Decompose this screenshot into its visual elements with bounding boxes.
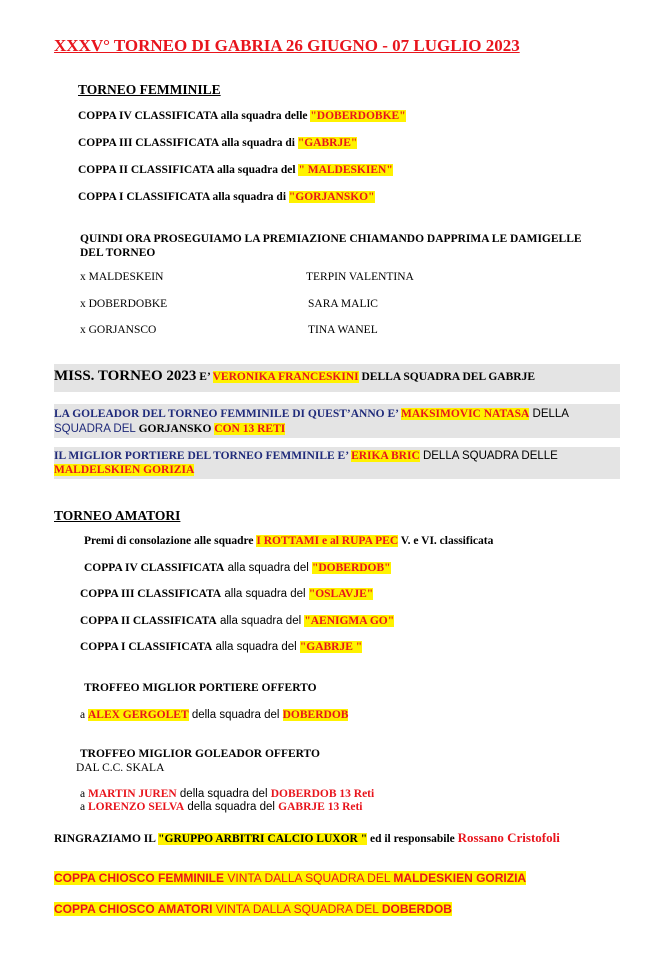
trofeo-portiere-p1: a [80,709,88,721]
portiere-f-team: MALDELSKIEN GORIZIA [54,464,195,476]
portiere-f-name: ERIKA BRIC [351,450,420,462]
coppa-team: "GORJANSKO" [288,191,375,203]
coppa-label: COPPA II CLASSIFICATA [80,615,217,627]
damigelle-intro-line-2: DEL TORNEO [80,247,156,259]
goleador-winner-name: LORENZO SELVA [87,801,185,813]
consolazione-p1: Premi di consolazione alle squadre [84,535,257,547]
coppa-label: COPPA III CLASSIFICATA [80,588,222,600]
miss-name: VERONIKA FRANCESKINI [212,371,359,383]
coppa-label: COPPA I CLASSIFICATA [78,191,210,203]
damigella-team: x GORJANSCO [80,324,157,336]
coppa-team: "GABRJE" [297,137,358,149]
coppa-mid: alla squadra del [224,562,312,574]
amatori-coppa-3 [80,588,373,600]
amatori-coppa-4 [84,562,391,574]
goleador-winner-2 [80,801,363,813]
chiosco-label: COPPA CHIOSCO AMATORI [54,902,213,916]
coppa-mid: alla squadra delle [217,110,311,122]
damigella-name: TERPIN VALENTINA [306,271,414,283]
coppa-team: "DOBERDOBKE" [310,110,406,122]
femminile-coppa-3 [78,137,357,149]
goleador-winner-team: GABRJE 13 Reti [278,801,363,813]
coppa-team: " MALDESKIEN" [298,164,393,176]
chiosco-mid: VINTA DALLA SQUADRA DEL [212,902,382,916]
trofeo-portiere-p2: della squadra del [188,709,283,721]
coppa-mid: alla squadra di [209,191,289,203]
goleador-f-p2: DELLA [529,408,569,420]
femminile-heading: TORNEO FEMMINILE [78,82,221,97]
consolazione-teams: I ROTTAMI e al RUPA PEC [256,535,399,547]
goleador-winner-1 [80,788,374,800]
trofeo-portiere-winner [80,709,348,721]
amatori-heading: TORNEO AMATORI [54,508,181,523]
goleador-winner-p1: a [80,801,88,813]
damigella-team: x MALDESKEIN [80,271,164,283]
goleador-winner-p2: della squadra del [184,801,279,813]
ringraziamento [54,830,560,846]
ringraziamento-name: Rossano Cristofoli [457,830,560,845]
trofeo-portiere-team: DOBERDOB [282,709,349,721]
consolazione-p2: V. e VI. classificata [398,535,494,547]
damigella-team: x DOBERDOBKE [80,298,168,310]
amatori-consolazione [84,535,493,547]
chiosco-mid: VINTA DALLA SQUADRA DEL [224,871,394,885]
trofeo-goleador-sponsor: DAL C.C. SKALA [76,762,165,774]
miss-line [54,368,535,385]
miss-label: MISS. TORNEO 2023 [54,368,197,384]
femminile-coppa-2 [78,164,393,176]
ringraziamento-group: "GRUPPO ARBITRI CALCIO LUXOR " [158,833,368,845]
ringraziamento-p1: RINGRAZIAMO IL [54,833,159,845]
damigella-name: SARA MALIC [308,298,378,310]
miss-rest: DELLA SQUADRA DEL GABRJE [358,371,535,383]
page-title: XXXV° TORNEO DI GABRIA 26 GIUGNO - 07 LUGLIO 2023 [54,36,520,55]
goleador-f-p1: LA GOLEADOR DEL TORNEO FEMMINILE DI QUEST’ANNO E’ [54,408,401,420]
femminile-coppa-4 [78,110,406,122]
ringraziamento-p2: ed il responsabile [367,833,458,845]
amatori-coppa-1 [80,641,362,653]
coppa-team: "OSLAVJE" [308,588,374,600]
coppa-label: COPPA I CLASSIFICATA [80,641,213,653]
portiere-f-line-1 [54,450,558,462]
coppa-mid: alla squadra del [214,164,299,176]
goleador-f-reti: CON 13 RETI [214,423,286,435]
goleador-f-team: GORJANSKO [138,423,212,435]
chiosco-team: MALDESKIEN GORIZIA [393,871,527,885]
portiere-f-p2: DELLA SQUADRA DELLE [419,450,558,462]
trofeo-goleador-heading: TROFFEO MIGLIOR GOLEADOR OFFERTO [80,748,320,760]
trofeo-portiere-name: ALEX GERGOLET [87,709,189,721]
coppa-mid: alla squadra del [221,588,309,600]
femminile-coppa-1 [78,191,375,203]
coppa-team: "DOBERDOB" [311,562,391,574]
trofeo-portiere-heading: TROFFEO MIGLIOR PORTIERE OFFERTO [84,682,317,694]
goleador-f-line-1 [54,408,569,420]
coppa-label: COPPA IV CLASSIFICATA [84,562,225,574]
portiere-f-line-2 [54,464,194,476]
goleador-winner-p1: a [80,788,88,800]
goleador-winner-team: DOBERDOB 13 Reti [270,788,375,800]
miss-e: E’ [196,371,213,383]
chiosco-label: COPPA CHIOSCO FEMMINILE [54,871,225,885]
amatori-coppa-2 [80,615,394,627]
chiosco-team: DOBERDOB [381,902,452,916]
goleador-winner-name: MARTIN JUREN [87,788,177,800]
coppa-mid: alla squadra del [212,641,300,653]
goleador-winner-p2: della squadra del [176,788,271,800]
damigelle-intro-line-1: QUINDI ORA PROSEGUIAMO LA PREMIAZIONE CHIAMANDO DAPPRIMA LE DAMIGELLE [80,233,582,245]
goleador-f-name: MAKSIMOVIC NATASA [400,408,530,420]
coppa-team: "AENIGMA GO" [304,615,395,627]
coppa-label: COPPA III CLASSIFICATA [78,137,219,149]
coppa-label: COPPA II CLASSIFICATA [78,164,215,176]
damigelle-intro [80,232,582,260]
coppa-mid: alla squadra di [218,137,298,149]
chiosco-femminile [54,871,526,885]
coppa-mid: alla squadra del [216,615,305,627]
goleador-f-line-2 [54,423,285,435]
coppa-team: "GABRJE " [299,641,363,653]
goleador-f-p3: SQUADRA DEL [54,423,139,435]
coppa-label: COPPA IV CLASSIFICATA [78,110,218,122]
chiosco-amatori [54,902,452,916]
damigella-name: TINA WANEL [308,324,378,336]
portiere-f-p1: IL MIGLIOR PORTIERE DEL TORNEO FEMMINILE E’ [54,450,352,462]
